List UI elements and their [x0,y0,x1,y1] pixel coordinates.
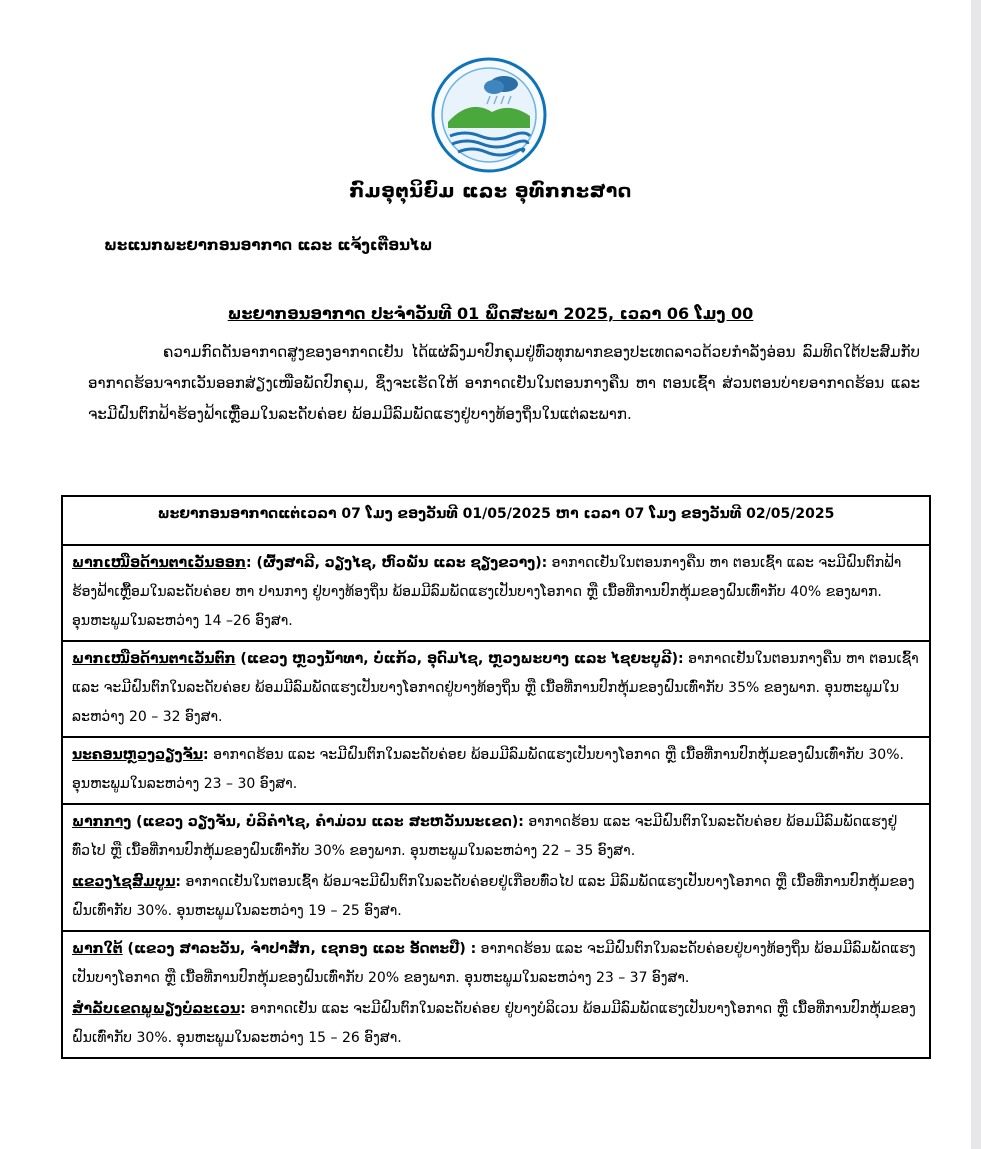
region-provinces: (ແຂວງ ຫຼວງນ້ຳທາ, ບໍ່ແກ້ວ, ອຸດົມໄຊ, ຫຼວງພະບາງ ແລະ ໄຊຍະບູລີ): [235,651,684,667]
region-name: ພາກເໜືອດ້ານຕາເວັນອອກ [72,555,246,571]
table-row [62,804,930,931]
region-forecast-cell [62,737,930,804]
region-provinces: : [175,874,182,890]
region-forecast-paragraph [72,935,920,993]
region-name: ສຳລັບເຂດພູພຽງບໍລະເວນ [72,1001,241,1017]
table-header-cell: ພະຍາກອນອາກາດແຕ່ເວລາ 07 ໂມງ ຂອງວັນທີ 01/05/2025 ຫາ ເວລາ 07 ໂມງ ຂອງວັນທີ 02/05/2025 [62,496,930,545]
region-forecast-text: ອາກາດເຢັນໃນຕອນກາງຄືນ ຫາ ຕອນເຊົ້າ ແລະ ຈະມີຝົນຕົກໃນລະດັບຄ່ອຍ ພ້ອມມີລົມພັດແຮງເປັນບາງໂອກາດຢູ່ບາງທ້ອງຖິ່ນ ຫຼື ເນື້ອທີ່ການປົກຫຸ້ມຂອງຝົນເທົ່າກັບ 35% ຂອງພາກ. ອຸນຫະພູມໃນລະຫວ່າງ 20 – 32 ອົງສາ. [72,651,919,725]
table-row [62,545,930,641]
region-forecast-text: ອາກາດເຢັນໃນຕອນເຊົ້າ ພ້ອມຈະມີຝົນຕົກໃນລະດັບຄ່ອຍຢູ່ເກືອບທົ່ວໄປ ແລະ ມີລົມພັດແຮງເປັນບາງໂອກາດ ຫຼື ເນື້ອທີ່ການປົກຫຸ້ມຂອງຝົນເທົ່າກັບ 30%. ອຸນຫະພູມໃນລະຫວ່າງ 19 – 25 ອົງສາ. [72,874,915,919]
forecast-summary: ຄວາມກົດດັນອາກາດສູງຂອງອາກາດເຢັນ ໄດ້ແຜ່ລົງມາປົກຄຸມຢູ່ທົ່ວທຸກພາກຂອງປະເທດລາວດ້ວຍກຳລັງອ່ອນ ລົມທິດໃຕ້ປະສົມກັບອາກາດຮ້ອນຈາກເວັນອອກສ່ຽງເໜືອພັດປົກຄຸມ, ຊຶ່ງຈະເຮັດໃຫ້ ອາກາດເຢັນໃນຕອນກາງຄືນ ຫາ ຕອນເຊົ້າ ສ່ວນຕອນບ່າຍອາກາດຮ້ອນ ແລະ ຈະມີຝົນຕົກຟ້າຮ້ອງຟ້າເຫຼື້ອມໃນລະດັບຄ່ອຍ ພ້ອມມີລົມພັດແຮງຢູ່ບາງທ້ອງຖິ່ນໃນແຕ່ລະພາກ. [88,343,920,423]
table-row [62,931,930,1058]
region-forecast-paragraph [72,995,920,1053]
region-forecast-paragraph [72,808,920,866]
region-name: ພາກກາງ [72,814,132,830]
table-row [62,737,930,804]
forecast-title: ພະຍາກອນອາກາດ ປະຈຳວັນທີ 01 ພຶດສະພາ 2025, ເວລາ 06 ໂມງ 00 [227,304,754,323]
region-name: ພາກເໜືອດ້ານຕາເວັນຕົກ [72,651,236,667]
region-forecast-text: ອາກາດຮ້ອນ ແລະ ຈະມີຝົນຕົກໃນລະດັບຄ່ອຍ ພ້ອມມີລົມພັດແຮງເປັນບາງໂອກາດ ຫຼື ເນື້ອທີ່ການປົກຫຸ້ມຂອງຝົນເທົ່າກັບ 30%. ອຸນຫະພູມໃນລະຫວ່າງ 23 – 30 ອົງສາ. [72,747,904,792]
region-name: ພາກໃຕ້ [72,941,123,957]
region-provinces: (ແຂວງ ວຽງຈັນ, ບໍລິຄຳໄຊ, ຄຳມ່ວນ ແລະ ສະຫວັນນະເຂດ): [131,814,524,830]
region-forecast-text: ອາກາດຮ້ອນ ແລະ ຈະມີຝົນຕົກໃນລະດັບຄ່ອຍ ພ້ອມມີລົມພັດແຮງຢູ່ທົ່ວໄປ ຫຼື ເນື້ອທີ່ການປົກຫຸ້ມຂອງຝົນເທົ່າກັບ 30% ຂອງພາກ. ອຸນຫະພູມໃນລະຫວ່າງ 22 – 35 ອົງສາ. [72,814,898,859]
region-forecast-paragraph [72,741,920,799]
region-forecast-paragraph [72,549,920,636]
region-forecast-cell [62,545,930,641]
region-provinces: : [240,1001,246,1017]
region-forecast-text: ອາກາດເຢັນ ແລະ ຈະມີຝົນຕົກໃນລະດັບຄ່ອຍ ຢູ່ບາງບໍລິເວນ ພ້ອມມີລົມພັດແຮງເປັນບາງໂອກາດ ຫຼື ເນື້ອທີ່ການປົກຫຸ້ມຂອງຝົນເທົ່າກັບ 30%. ອຸນຫະພູມໃນລະຫວ່າງ 15 – 26 ອົງສາ. [72,1001,916,1046]
region-forecast-paragraph [72,645,920,732]
region-provinces: : [203,747,209,763]
region-provinces: : (ຜົ້ງສາລີ, ວຽງໄຊ, ຫົວພັນ ແລະ ຊຽງຂວາງ): [245,555,548,571]
table-row [62,641,930,737]
region-forecast-text: ອາກາດຮ້ອນ ແລະ ຈະມີຝົນຕົກໃນລະດັບຄ່ອຍຢູ່ບາງທ້ອງຖິ່ນ ພ້ອມມີລົມພັດແຮງເປັນບາງໂອກາດ ຫຼື ເນື້ອທີ່ການປົກຫຸ້ມຂອງຝົນເທົ່າກັບ 20% ຂອງພາກ. ອຸນຫະພູມໃນລະຫວ່າງ 23 – 37 ອົງສາ. [72,941,916,986]
page-right-edge [971,0,981,1149]
region-forecast-cell [62,931,930,1058]
region-forecast-cell [62,641,930,737]
table-header-row [62,496,930,545]
region-provinces: (ແຂວງ ສາລະວັນ, ຈຳປາສັກ, ເຊກອງ ແລະ ອັດຕະປື) : [122,941,477,957]
region-name: ນະຄອນຫຼວງວຽງຈັນ [72,747,204,763]
region-forecast-cell [62,804,930,931]
regional-forecast-table [61,495,931,1059]
region-forecast-paragraph [72,868,920,926]
department-name: ພະແນກພະຍາກອນອາກາດ ແລະ ແຈ້ງເຕືອນໄພ [104,236,433,254]
region-forecast-text: ອາກາດເຢັນໃນຕອນກາງຄືນ ຫາ ຕອນເຊົ້າ ແລະ ຈະມີຝົນຕົກຟ້າຮ້ອງຟ້າເຫຼື້ອມໃນລະດັບຄ່ອຍ ຫາ ປານກາງ ຢູ່ບາງທ້ອງຖິ່ນ ພ້ອມມີລົມພັດແຮງເປັນບາງໂອກາດ ຫຼື ເນື້ອທີ່ການປົກຫຸ້ມຂອງຝົນເທົ່າກັບ 40% ຂອງພາກ. ອຸນຫະພູມໃນລະຫວ່າງ 14 –26 ອົງສາ. [72,555,902,629]
ministry-title: ກົມອຸຕຸນິຍົມ ແລະ ອຸທົກກະສາດ [349,180,632,202]
region-name: ແຂວງໄຊສົມບູນ [72,874,176,890]
department-logo [430,56,548,174]
